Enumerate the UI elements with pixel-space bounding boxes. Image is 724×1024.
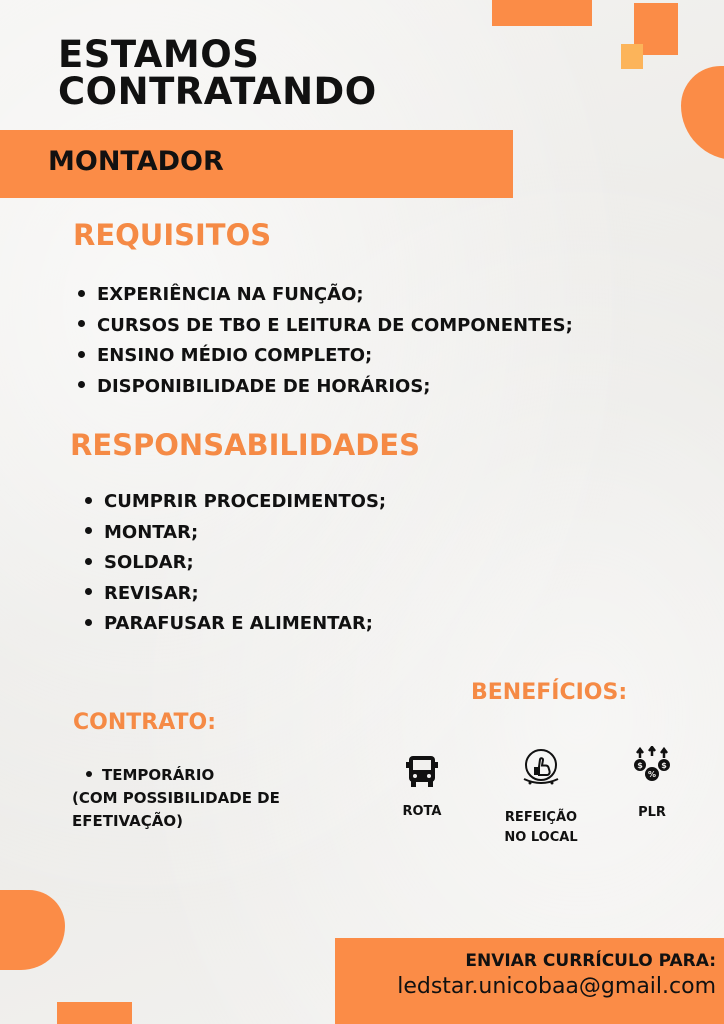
benefit-label-rota: ROTA — [402, 804, 442, 819]
list-item: REVISAR; — [85, 579, 386, 610]
list-item: CURSOS DE TBO E LEITURA DE COMPONENTES; — [78, 311, 573, 342]
contract-details — [72, 764, 280, 833]
contract-note-line-2: EFETIVAÇÃO) — [72, 812, 183, 830]
benefit-label-plr: PLR — [638, 805, 666, 820]
page-title — [58, 33, 377, 113]
bus-icon — [406, 754, 438, 790]
headline-line-2: CONTRATANDO — [58, 70, 377, 113]
benefit-label-refeicao: REFEIÇÃO NO LOCAL — [504, 810, 578, 845]
list-item: SOLDAR; — [85, 548, 386, 579]
list-item: ENSINO MÉDIO COMPLETO; — [78, 341, 573, 372]
contract-note-line-1: (COM POSSIBILIDADE DE — [72, 789, 280, 807]
list-item: MONTAR; — [85, 518, 386, 549]
svg-text:%: % — [647, 770, 657, 779]
responsibilities-title: RESPONSABILIDADES — [70, 428, 420, 462]
list-item: PARAFUSAR E ALIMENTAR; — [85, 609, 386, 640]
list-item: DISPONIBILIDADE DE HORÁRIOS; — [78, 372, 573, 403]
footer-title: ENVIAR CURRÍCULO PARA: — [465, 951, 716, 971]
deco-rect-bottom — [57, 1002, 132, 1024]
svg-text:$: $ — [661, 761, 667, 770]
deco-blob-left — [0, 890, 65, 970]
requirements-title: REQUISITOS — [73, 218, 272, 252]
money-growth-icon — [632, 746, 672, 786]
headline-line-1: ESTAMOS — [58, 33, 260, 76]
list-item: CUMPRIR PROCEDIMENTOS; — [85, 487, 386, 518]
thumbs-up-meal-icon — [520, 745, 562, 787]
deco-rect-top — [492, 0, 592, 26]
svg-text:$: $ — [637, 761, 643, 770]
contact-email: ledstar.unicobaa@gmail.com — [397, 974, 716, 999]
position-title: MONTADOR — [48, 146, 224, 177]
requirements-list — [78, 280, 573, 402]
contract-type: TEMPORÁRIO — [72, 764, 280, 787]
benefits-title: BENEFÍCIOS: — [471, 680, 628, 705]
contract-title: CONTRATO: — [73, 710, 217, 735]
responsibilities-list — [85, 487, 386, 640]
deco-blob-right — [681, 66, 724, 160]
deco-small-square — [621, 44, 643, 69]
list-item: EXPERIÊNCIA NA FUNÇÃO; — [78, 280, 573, 311]
